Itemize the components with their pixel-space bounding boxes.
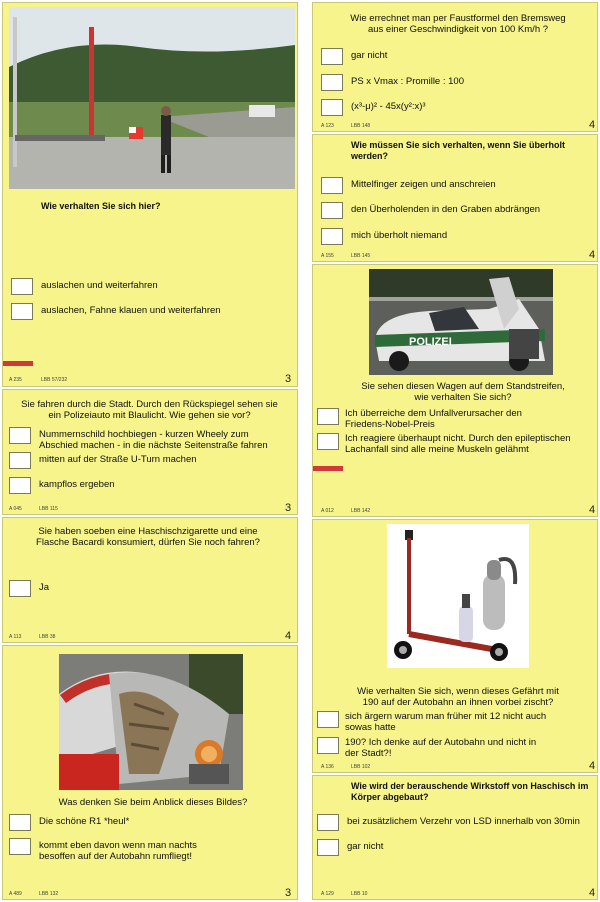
card-lbb: LBB 10 [351, 891, 368, 897]
card-code: A 155 [321, 253, 334, 259]
question-card [312, 264, 598, 517]
question-text: Sie fahren durch die Stadt. Durch den Rückspiegel sehen sie ein Polizeiauto mit Blaulicht. Wie gehen sie vor? [21, 399, 278, 421]
answer-label: (x³-μ)² - 45x(y²:x)³ [351, 101, 426, 112]
answer-checkbox[interactable] [317, 711, 339, 728]
question-card [2, 645, 298, 900]
answer-option[interactable] [321, 74, 464, 91]
answer-checkbox[interactable] [9, 427, 31, 444]
red-marker [313, 466, 343, 471]
answer-option[interactable] [317, 814, 580, 831]
answer-label: sich ärgern warum man früher mit 12 nicht auch sowas hatte [345, 711, 547, 733]
answer-option[interactable] [9, 838, 197, 862]
answer-option[interactable] [11, 303, 221, 320]
answer-label: kampflos ergeben [39, 479, 115, 490]
answer-label: Ich überreiche dem Unfallverursacher den Friedens-Nobel-Preis [345, 408, 522, 430]
answer-checkbox[interactable] [317, 737, 339, 754]
answer-checkbox[interactable] [317, 814, 339, 831]
card-lbb: LBB 115 [39, 506, 58, 512]
answer-option[interactable] [317, 408, 522, 430]
question-card [312, 775, 598, 900]
answer-label: bei zusätzlichem Verzehr von LSD innerhalb von 30min [347, 816, 580, 827]
question-card [2, 2, 298, 387]
answer-label: mich überholt niemand [351, 230, 448, 241]
answer-checkbox[interactable] [321, 99, 343, 116]
question-text: Sie haben soeben eine Haschischzigarette und eine Flasche Bacardi konsumiert, dürfen Sie noch fahren? [36, 526, 260, 548]
points-label: 4 [589, 249, 596, 261]
answer-checkbox[interactable] [9, 838, 31, 855]
card-lbb: LBB 148 [351, 123, 371, 129]
answer-checkbox[interactable] [9, 452, 31, 469]
answer-option[interactable] [317, 737, 536, 759]
answer-option[interactable] [9, 580, 49, 597]
card-code: A 012 [321, 508, 334, 514]
answer-checkbox[interactable] [317, 408, 339, 425]
card-code: A 129 [321, 891, 334, 897]
answer-checkbox[interactable] [9, 477, 31, 494]
jet-scooter-photo [387, 524, 529, 668]
card-lbb: LBB 142 [351, 508, 371, 514]
crashed-police-car-photo [369, 269, 553, 375]
answer-label: kommt eben davon wenn man nachts besoffen auf der Autobahn rumfliegt! [39, 840, 197, 862]
road-checkpoint-photo [9, 7, 295, 189]
answer-checkbox[interactable] [321, 177, 343, 194]
wrecked-motorcycle-photo [59, 654, 243, 790]
question-text: Wie errechnet man per Faustformel den Bremsweg aus einer Geschwindigkeit von 100 Km/h ? [350, 13, 566, 35]
answer-checkbox[interactable] [9, 814, 31, 831]
card-code: A 045 [9, 506, 22, 512]
card-code: A 113 [9, 634, 22, 640]
question-text: Sie sehen diesen Wagen auf dem Standstreifen, wie verhalten Sie sich? [361, 381, 565, 403]
answer-label: auslachen, Fahne klauen und weiterfahren [41, 305, 221, 316]
answer-option[interactable] [321, 228, 447, 245]
card-code: A 235 [9, 377, 22, 383]
question-text: Wie verhalten Sie sich, wenn dieses Gefährt mit 190 auf der Autobahn an ihnen vorbei zischt? [357, 686, 559, 708]
answer-option[interactable] [317, 433, 571, 455]
answer-label: mitten auf der Straße U-Turn machen [39, 454, 197, 465]
question-card [312, 2, 598, 132]
answer-option[interactable] [321, 177, 496, 194]
points-label: 3 [285, 373, 292, 385]
answer-option[interactable] [317, 839, 383, 856]
question-text: Wie müssen Sie sich verhalten, wenn Sie überholt werden? [351, 140, 565, 161]
answer-checkbox[interactable] [11, 278, 33, 295]
answer-label: gar nicht [347, 841, 384, 852]
card-lbb: LBB 38 [39, 634, 56, 640]
card-lbb: LBB 145 [351, 253, 371, 259]
answer-label: 190? Ich denke auf der Autobahn und nicht in der Stadt?! [345, 737, 537, 759]
answer-option[interactable] [321, 48, 387, 65]
points-label: 4 [589, 887, 596, 899]
answer-checkbox[interactable] [317, 839, 339, 856]
points-label: 4 [285, 630, 292, 642]
card-code: A 489 [9, 891, 22, 897]
answer-option[interactable] [9, 427, 268, 451]
answer-option[interactable] [321, 99, 426, 116]
answer-label: den Überholenden in den Graben abdrängen [351, 204, 541, 215]
answer-label: PS x Vmax : Promille : 100 [351, 76, 464, 87]
card-lbb: LBB 57/232 [41, 377, 68, 383]
answer-checkbox[interactable] [317, 433, 339, 450]
question-text: Was denken Sie beim Anblick dieses Bildes? [58, 797, 248, 808]
answer-label: Die schöne R1 *heul* [39, 816, 130, 827]
answer-checkbox[interactable] [321, 228, 343, 245]
card-code: A 123 [321, 123, 334, 129]
answer-label: Mittelfinger zeigen und anschreien [351, 179, 496, 190]
answer-option[interactable] [11, 278, 158, 295]
answer-label: Ich reagiere überhaupt nicht. Durch den epileptischen Lachanfall sind alle meine Muskeln gelähmt [345, 433, 571, 455]
answer-label: Nummernschild hochbiegen - kurzen Wheely zum Abschied machen - in die nächste Seitenstraße fahren [39, 429, 268, 451]
answer-option[interactable] [317, 711, 546, 733]
answer-checkbox[interactable] [321, 202, 343, 219]
answer-checkbox[interactable] [11, 303, 33, 320]
card-lbb: LBB 132 [39, 891, 59, 897]
points-label: 4 [589, 760, 596, 772]
question-card [2, 389, 298, 515]
question-card [312, 519, 598, 773]
police-car-lettering: POLIZEI [409, 336, 452, 348]
answer-label: Ja [39, 582, 50, 593]
points-label: 4 [589, 504, 596, 516]
points-label: 4 [589, 119, 596, 131]
answer-option[interactable] [321, 202, 540, 219]
question-card [312, 134, 598, 262]
answer-label: gar nicht [351, 50, 388, 61]
answer-label: auslachen und weiterfahren [41, 280, 158, 291]
answer-checkbox[interactable] [9, 580, 31, 597]
points-label: 3 [285, 502, 292, 514]
card-code: A 136 [321, 764, 334, 770]
red-marker [3, 361, 33, 366]
answer-option[interactable] [9, 814, 129, 831]
question-text: Wie wird der berauschende Wirkstoff von Haschisch im Körper abgebaut? [351, 781, 589, 802]
question-card [2, 517, 298, 643]
card-lbb: LBB 102 [351, 764, 371, 770]
answer-checkbox[interactable] [321, 74, 343, 91]
question-text: Wie verhalten Sie sich hier? [41, 201, 161, 211]
answer-option[interactable] [9, 452, 197, 469]
answer-option[interactable] [9, 477, 115, 494]
points-label: 3 [285, 887, 292, 899]
answer-checkbox[interactable] [321, 48, 343, 65]
